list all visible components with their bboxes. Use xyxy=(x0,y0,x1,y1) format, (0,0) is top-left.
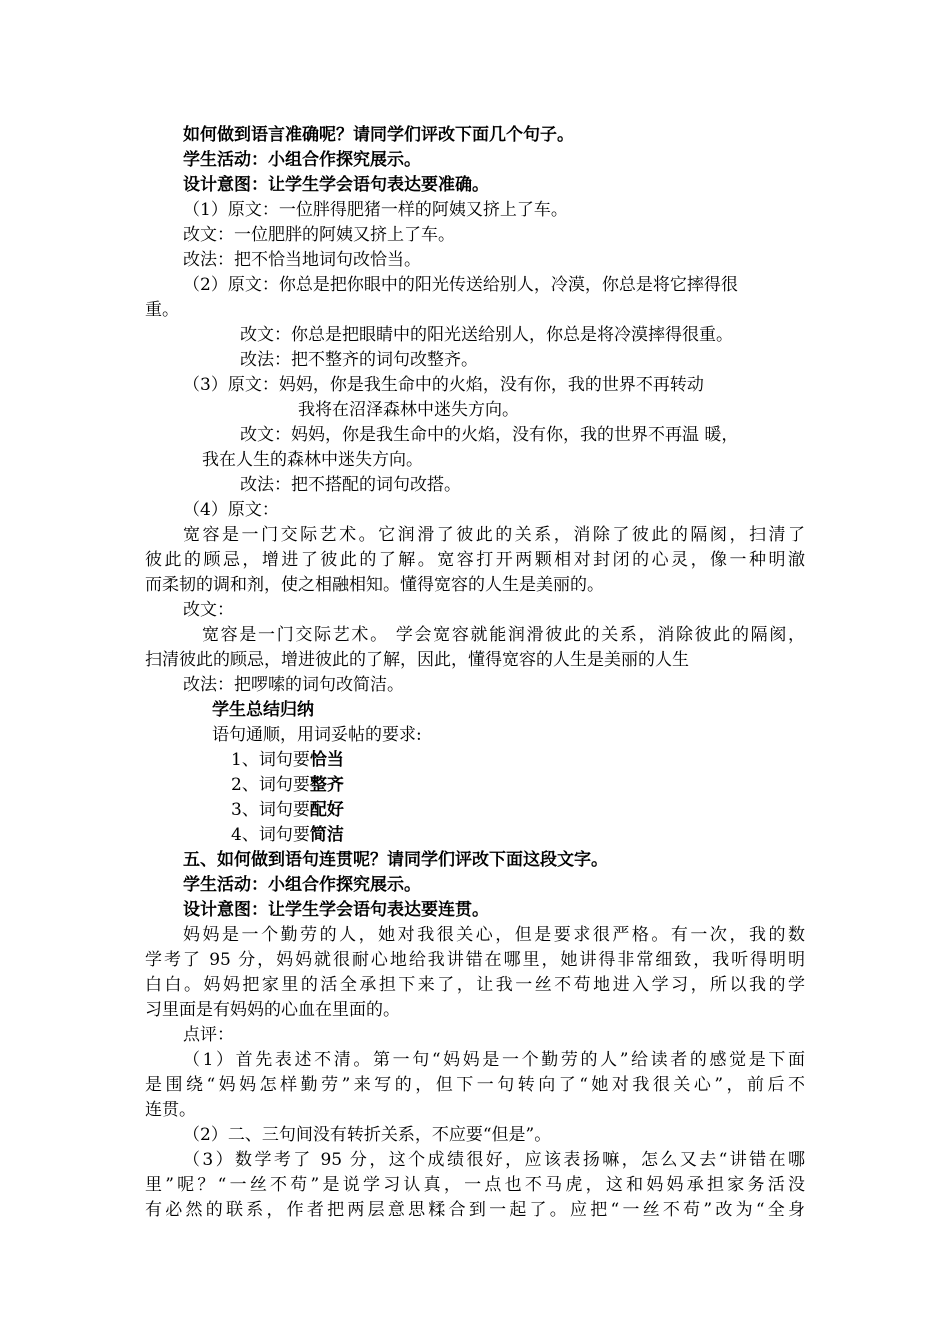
summary-item-prefix: 3、词句要 xyxy=(231,800,310,820)
passage-line2: 学考了 95 分，妈妈就很耐心地给我讲错在哪里，她讲得非常细致，我听得明明 xyxy=(145,950,805,970)
example4-original-line2: 彼此的顾忌，增进了彼此的了解。宽容打开两颗相对封闭的心灵，像一种明澈 xyxy=(145,550,805,570)
summary-item-prefix: 4、词句要 xyxy=(231,825,310,845)
summary-item xyxy=(231,774,344,796)
example3-revised: 改文：妈妈，你是我生命中的火焰，没有你，我的世界不再温 暖， xyxy=(240,425,739,445)
summary-item xyxy=(231,749,344,771)
example4-revised-line1: 宽容是一门交际艺术。 学会宽容就能润滑彼此的关系，消除彼此的隔阂， xyxy=(202,625,805,645)
comment1-line3: 连贯。 xyxy=(145,1100,196,1120)
section-question: 如何做到语言准确呢？请同学们评改下面几个句子。 xyxy=(183,125,574,145)
summary-item xyxy=(231,799,344,821)
example1-revised: 改文：一位肥胖的阿姨又挤上了车。 xyxy=(183,225,455,245)
example2-method: 改法：把不整齐的词句改整齐。 xyxy=(240,350,478,370)
example1-method: 改法：把不恰当地词句改恰当。 xyxy=(183,250,421,270)
example4-method: 改法：把啰嗦的词句改简洁。 xyxy=(183,675,404,695)
summary-item-key: 简洁 xyxy=(309,825,344,845)
passage-line4: 习里面是有妈妈的心血在里面的。 xyxy=(145,1000,400,1020)
summary-title: 学生总结归纳 xyxy=(212,700,314,720)
summary-item-prefix: 2、词句要 xyxy=(231,775,310,795)
activity-line: 学生活动：小组合作探究展示。 xyxy=(183,150,421,170)
example3-original-cont: 我将在沼泽森林中迷失方向。 xyxy=(298,400,519,420)
example2-revised: 改文：你总是把眼睛中的阳光送给别人，你总是将冷漠摔得很重。 xyxy=(240,325,733,345)
comment1-line1: （1）首先表述不清。第一句“妈妈是一个勤劳的人”给读者的感觉是下面 xyxy=(183,1050,805,1070)
intent-line: 设计意图：让学生学会语句表达要准确。 xyxy=(183,175,489,195)
summary-item-key: 整齐 xyxy=(309,775,344,795)
comment1-line2: 是围绕“妈妈怎样勤劳”来写的，但下一句转向了“她对我很关心”，前后不 xyxy=(145,1075,805,1095)
comment3-line3: 有必然的联系，作者把两层意思糅合到一起了。应把“一丝不苟”改为“全身 xyxy=(145,1200,805,1220)
summary-item-prefix: 1、词句要 xyxy=(231,750,310,770)
section5-question: 五、如何做到语句连贯呢？请同学们评改下面这段文字。 xyxy=(183,850,608,870)
example2-original-cont: 重。 xyxy=(145,300,179,320)
example4-original-label: （4）原文： xyxy=(183,500,279,520)
summary-item-key: 配好 xyxy=(309,800,344,820)
example2-original: （2）原文：你总是把你眼中的阳光传送给别人，冷漠，你总是将它摔得很 xyxy=(183,275,738,295)
comment3-line2: 里”呢？“一丝不苟”是说学习认真，一点也不马虎，这和妈妈承担家务活没 xyxy=(145,1175,805,1195)
comment3-line1: （3）数学考了 95 分，这个成绩很好，应该表扬嘛，怎么又去“讲错在哪 xyxy=(183,1150,805,1170)
section5-intent: 设计意图：让学生学会语句表达要连贯。 xyxy=(183,900,489,920)
comment2: （2）二、三句间没有转折关系，不应要“但是”。 xyxy=(183,1125,552,1145)
example3-revised-cont: 我在人生的森林中迷失方向。 xyxy=(202,450,423,470)
example3-original: （3）原文：妈妈，你是我生命中的火焰，没有你，我的世界不再转动 xyxy=(183,375,704,395)
passage-line3: 白白。妈妈把家里的活全承担下来了，让我一丝不苟地进入学习，所以我的学 xyxy=(145,975,805,995)
example4-original-line1: 宽容是一门交际艺术。它润滑了彼此的关系，消除了彼此的隔阂，扫清了 xyxy=(183,525,805,545)
passage-line1: 妈妈是一个勤劳的人，她对我很关心，但是要求很严格。有一次，我的数 xyxy=(183,925,805,945)
comment-label: 点评： xyxy=(183,1025,234,1045)
example4-revised-label: 改文： xyxy=(183,600,234,620)
section5-activity: 学生活动：小组合作探究展示。 xyxy=(183,875,421,895)
summary-item-key: 恰当 xyxy=(309,750,344,770)
summary-intro: 语句通顺，用词妥帖的要求: xyxy=(212,725,422,745)
example1-original: （1）原文：一位胖得肥猪一样的阿姨又挤上了车。 xyxy=(183,200,568,220)
example3-method: 改法：把不搭配的词句改搭。 xyxy=(240,475,461,495)
summary-item xyxy=(231,824,344,846)
example4-original-line3: 而柔韧的调和剂，使之相融相知。懂得宽容的人生是美丽的。 xyxy=(145,575,604,595)
example4-revised-line2: 扫清彼此的顾忌，增进彼此的了解，因此，懂得宽容的人生是美丽的人生 xyxy=(145,650,689,670)
